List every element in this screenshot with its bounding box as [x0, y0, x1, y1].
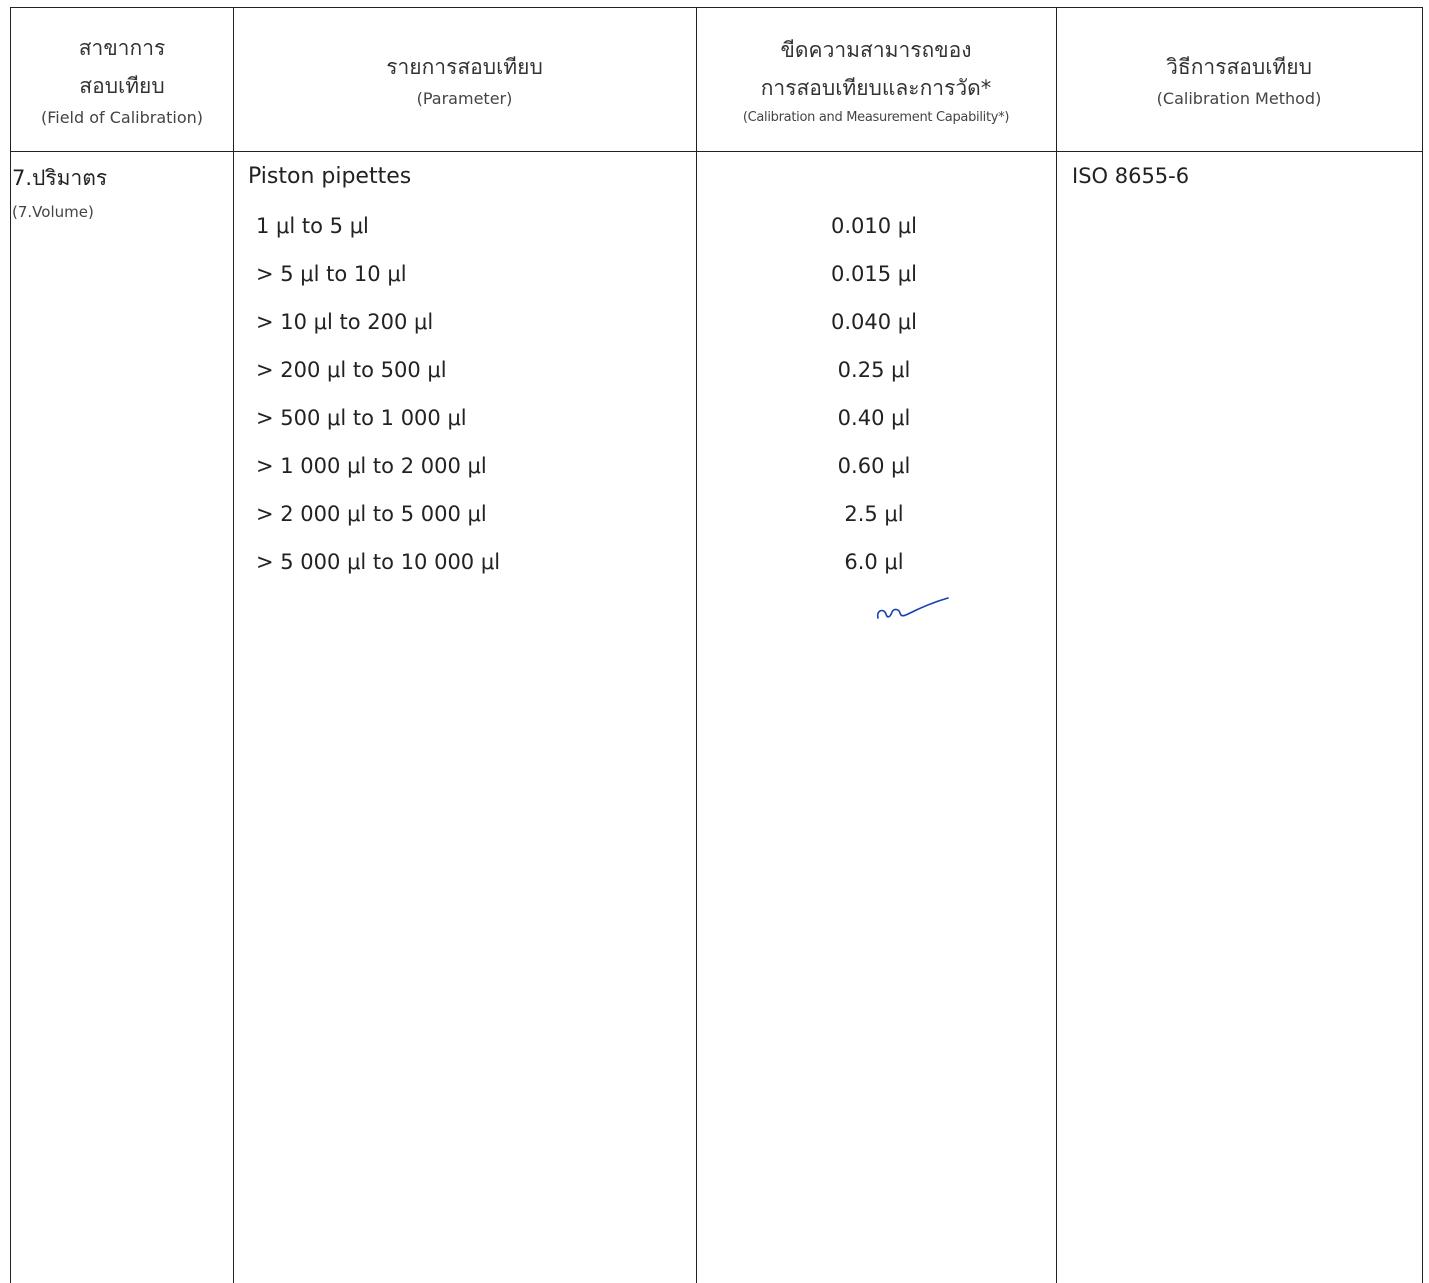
header-divider [11, 151, 1422, 152]
cmc-value: 0.40 μl [837, 406, 911, 430]
field-volume-en: (7.Volume) [12, 203, 94, 221]
header-method [1056, 8, 1422, 151]
cmc-value: 0.040 μl [831, 310, 917, 334]
header-field-line1: สาขาการ [78, 35, 166, 60]
field-volume: 7.ปริมาตร [12, 166, 108, 190]
cmc-value: 0.60 μl [837, 454, 911, 478]
header-method-sub: (Calibration Method) [1156, 88, 1322, 108]
range-row: > 500 μl to 1 000 μl [256, 406, 467, 430]
range-row: > 10 μl to 200 μl [256, 310, 434, 334]
range-row: > 2 000 μl to 5 000 μl [256, 502, 487, 526]
column-divider [1056, 8, 1057, 1283]
calibration-method: ISO 8655-6 [1072, 164, 1190, 188]
header-parameter [233, 8, 696, 151]
cmc-value: 2.5 μl [844, 502, 904, 526]
cmc-value: 6.0 μl [844, 550, 904, 574]
cmc-value: 0.25 μl [837, 358, 911, 382]
header-parameter-sub: (Parameter) [416, 88, 513, 108]
header-cmc-line1: ขีดความสามารถของ [780, 37, 972, 62]
range-row: > 5 μl to 10 μl [256, 262, 407, 286]
range-row: > 5 000 μl to 10 000 μl [256, 550, 501, 574]
header-cmc-line2: การสอบเทียบและการวัด* [760, 75, 992, 100]
calibration-scope-table [10, 7, 1423, 1283]
cmc-value: 0.010 μl [831, 214, 917, 238]
range-row: > 1 000 μl to 2 000 μl [256, 454, 487, 478]
header-field-line2: สอบเทียบ [79, 73, 165, 98]
cmc-value: 0.015 μl [831, 262, 917, 286]
range-row: 1 μl to 5 μl [256, 214, 369, 238]
header-cmc [696, 8, 1056, 151]
column-divider [233, 8, 234, 1283]
signature-initial [872, 596, 952, 630]
header-cmc-sub: (Calibration and Measurement Capability*) [742, 109, 1010, 125]
header-field-sub: (Field of Calibration) [40, 107, 204, 127]
parameter-title: Piston pipettes [248, 164, 412, 189]
header-method-line1: วิธีการสอบเทียบ [1166, 54, 1312, 79]
range-row: > 200 μl to 500 μl [256, 358, 447, 382]
header-field [11, 8, 233, 151]
header-parameter-line1: รายการสอบเทียบ [386, 54, 543, 79]
column-divider [696, 8, 697, 1283]
